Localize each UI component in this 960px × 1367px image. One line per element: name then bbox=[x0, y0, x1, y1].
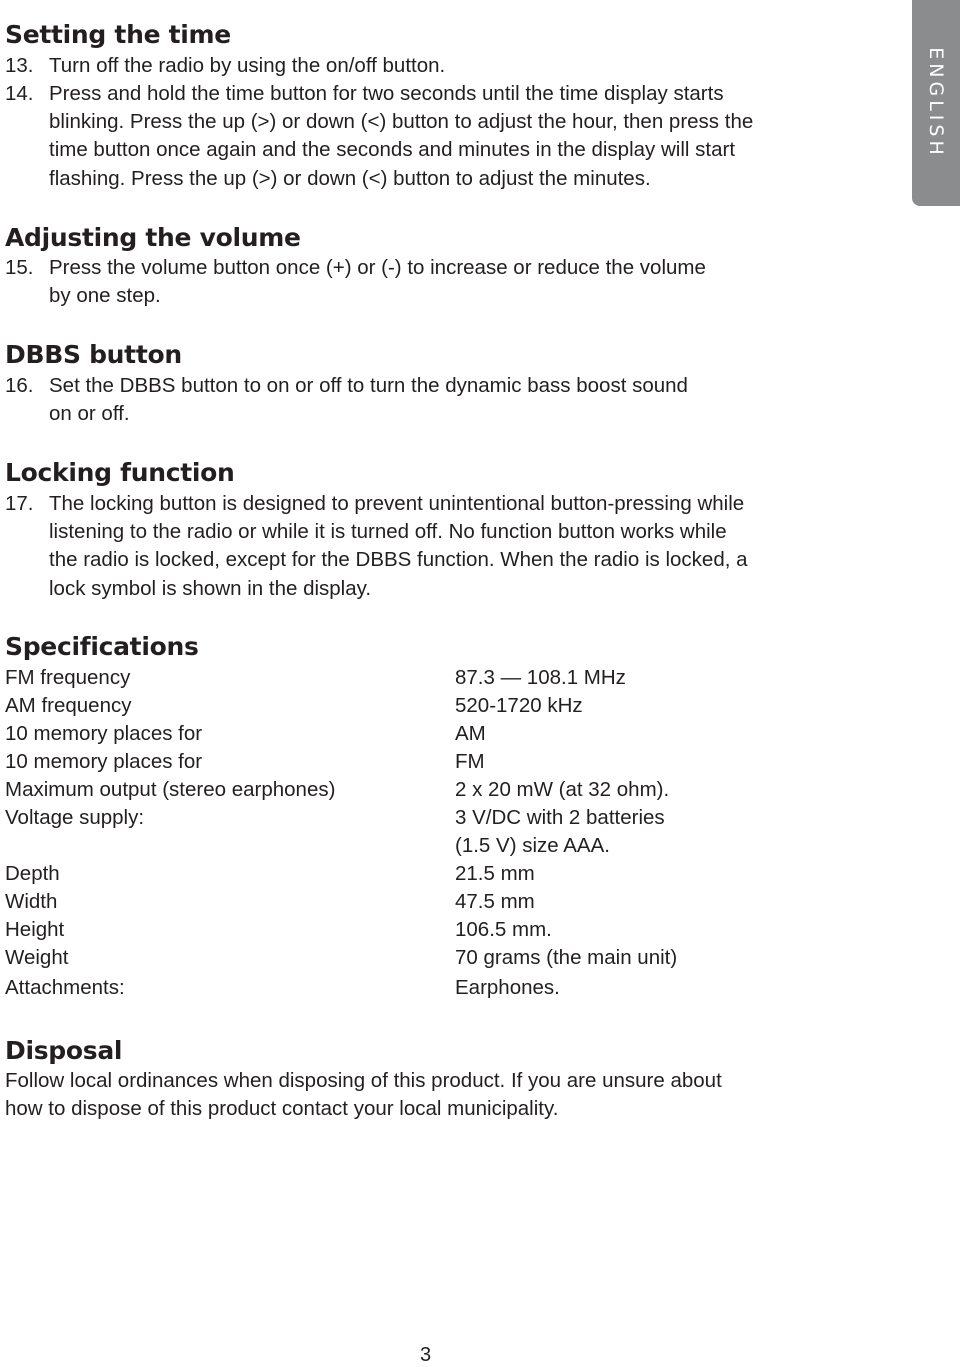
spec-value-height: 106.5 mm. bbox=[455, 918, 552, 941]
spec-label-width: Width bbox=[5, 890, 58, 913]
item-13 bbox=[5, 52, 939, 80]
spec-label-height: Height bbox=[5, 918, 65, 941]
spec-label-maximum-output: Maximum output (stereo earphones) bbox=[5, 778, 336, 801]
item-text-line: by one step. bbox=[49, 284, 161, 308]
item-text-line: Press the volume button once (+) or (-) to increase or reduce the volume bbox=[49, 256, 706, 279]
item-number: 13. bbox=[5, 54, 34, 77]
spec-label-memory-fm: 10 memory places for bbox=[5, 750, 203, 773]
page-number: 3 bbox=[420, 1344, 432, 1366]
item-number: 14. bbox=[5, 82, 34, 105]
spec-label-depth: Depth bbox=[5, 862, 60, 885]
heading-disposal: Disposal bbox=[5, 1036, 123, 1065]
spec-label-attachments: Attachments: bbox=[5, 976, 125, 999]
spec-value-voltage-supply: 3 V/DC with 2 batteries bbox=[455, 806, 665, 829]
item-text-line: The locking button is designed to prevent unintentional button-pressing while bbox=[49, 492, 745, 515]
spec-value-weight: 70 grams (the main unit) bbox=[455, 946, 678, 969]
spec-label-fm-frequency: FM frequency bbox=[5, 666, 131, 689]
item-text-line: lock symbol is shown in the display. bbox=[49, 576, 372, 600]
disposal-text bbox=[5, 1067, 905, 1123]
spec-value-voltage-continued: (1.5 V) size AAA. bbox=[455, 834, 610, 857]
heading-locking-function: Locking function bbox=[5, 458, 235, 487]
spec-label-am-frequency: AM frequency bbox=[5, 694, 132, 717]
heading-setting-the-time: Setting the time bbox=[5, 20, 231, 49]
language-tab-label: ENGLISH bbox=[925, 47, 947, 159]
spec-value-maximum-output: 2 x 20 mW (at 32 ohm). bbox=[455, 778, 670, 801]
heading-specifications: Specifications bbox=[5, 632, 199, 661]
spec-value-width: 47.5 mm bbox=[455, 890, 535, 913]
spec-label-voltage-supply: Voltage supply: bbox=[5, 806, 145, 829]
item-text-line: on or off. bbox=[49, 402, 130, 426]
spec-value-memory-fm: FM bbox=[455, 750, 485, 773]
heading-adjusting-the-volume: Adjusting the volume bbox=[5, 223, 301, 252]
spec-value-am-frequency: 520-1720 kHz bbox=[455, 694, 583, 717]
spec-value-memory-am: AM bbox=[455, 722, 486, 745]
disposal-text-line: how to dispose of this product contact your local municipality. bbox=[5, 1097, 559, 1121]
item-number: 15. bbox=[5, 256, 34, 279]
disposal-text-line: Follow local ordinances when disposing of this product. If you are unsure about bbox=[5, 1069, 722, 1092]
item-text-line: time button once again and the seconds and minutes in the display will start bbox=[49, 138, 736, 162]
item-text-line: Press and hold the time button for two seconds until the time display starts bbox=[49, 82, 724, 105]
item-number: 17. bbox=[5, 492, 34, 515]
item-number: 16. bbox=[5, 374, 34, 397]
spec-value-fm-frequency: 87.3 — 108.1 MHz bbox=[455, 666, 626, 689]
item-text-line: Set the DBBS button to on or off to turn the dynamic bass boost sound bbox=[49, 374, 688, 397]
spec-value-depth: 21.5 mm bbox=[455, 862, 535, 885]
item-text-line: flashing. Press the up (>) or down (<) button to adjust the minutes. bbox=[49, 166, 651, 190]
spec-label-memory-am: 10 memory places for bbox=[5, 722, 203, 745]
spec-label-weight: Weight bbox=[5, 946, 69, 969]
heading-dbbs-button: DBBS button bbox=[5, 340, 182, 369]
item-15 bbox=[5, 254, 939, 310]
item-text-line: the radio is locked, except for the DBBS function. When the radio is locked, a bbox=[49, 548, 748, 572]
item-text-line: listening to the radio or while it is turned off. No function button works while bbox=[49, 520, 727, 544]
item-14 bbox=[5, 80, 939, 193]
spec-value-attachments: Earphones. bbox=[455, 976, 560, 999]
item-text-line: Turn off the radio by using the on/off button. bbox=[49, 54, 446, 77]
item-17 bbox=[5, 490, 939, 603]
item-16 bbox=[5, 372, 939, 428]
item-text-line: blinking. Press the up (>) or down (<) button to adjust the hour, then press the bbox=[49, 110, 754, 134]
